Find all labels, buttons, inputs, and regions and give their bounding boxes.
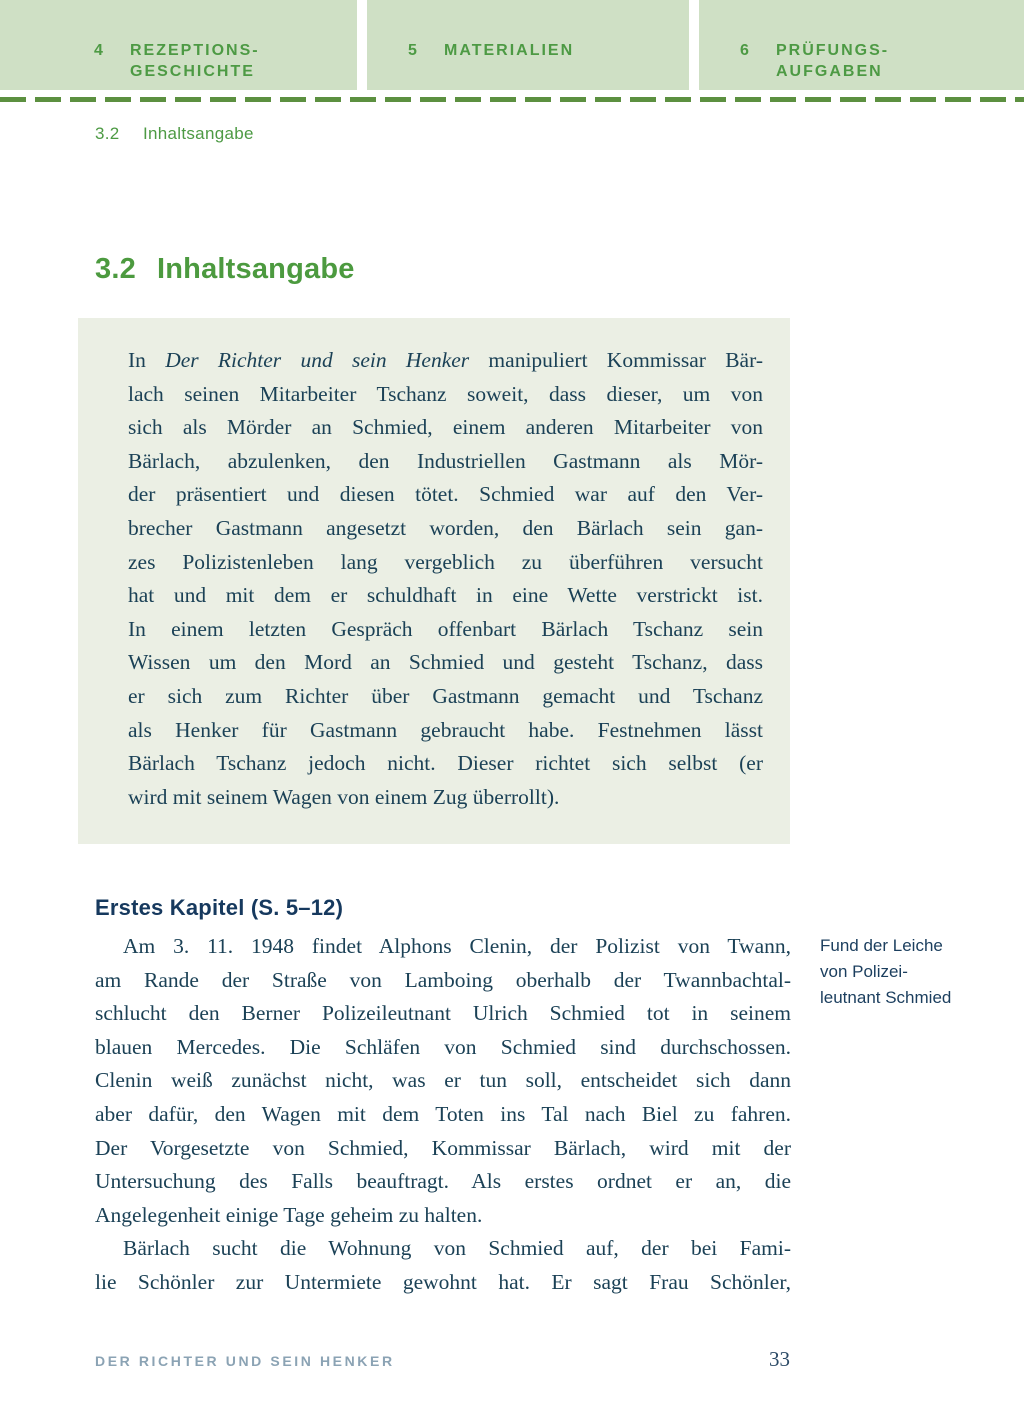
summary-line: Bärlach, abzulenken, den Industriellen Gastmann als Mör- [128, 448, 763, 473]
body-line: Angelegenheit einige Tage geheim zu halten. [95, 1202, 483, 1227]
dashed-divider [0, 97, 1024, 102]
tab-number: 6 [740, 42, 751, 59]
tab-label-line: MATERIALIEN [444, 42, 575, 59]
summary-line: lach seinen Mitarbeiter Tschanz soweit, dass dieser, um von [128, 381, 763, 406]
summary-line: er sich zum Richter über Gastmann gemacht und Tschanz [128, 683, 763, 708]
tab-label [130, 40, 260, 82]
margin-note-line: Fund der Leiche [820, 936, 943, 955]
summary-line: hat und mit dem er schuldhaft in eine Wette verstrickt ist. [128, 583, 763, 608]
summary-line: brecher Gastmann angesetzt worden, den Bärlach sein gan- [128, 515, 763, 540]
summary-line: als Henker für Gastmann gebraucht habe. Festnehmen lässt [128, 717, 763, 742]
body-line: Untersuchung des Falls beauftragt. Als erstes ordnet er an, die [95, 1169, 791, 1194]
tab-number: 4 [94, 42, 105, 59]
breadcrumb-label: Inhaltsangabe [143, 124, 254, 143]
body-line: am Rande der Straße von Lamboing oberhalb der Twannbachtal- [95, 967, 791, 992]
tab-rezeptionsgeschichte[interactable] [0, 0, 357, 90]
margin-note-line: von Polizei- [820, 962, 908, 981]
tab-number: 5 [408, 42, 419, 59]
summary-line: zes Polizistenleben lang vergeblich zu überführen versucht [128, 549, 763, 574]
summary-line: wird mit seinem Wagen von einem Zug überrollt). [128, 784, 560, 809]
body-line: blauen Mercedes. Die Schläfen von Schmied sind durchschossen. [95, 1034, 791, 1059]
summary-line [128, 344, 763, 378]
page-title [95, 253, 355, 286]
breadcrumb [95, 124, 254, 144]
margin-note-line: leutnant Schmied [820, 988, 952, 1007]
body-line: aber dafür, den Wagen mit dem Toten ins Tal nach Biel zu fahren. [95, 1101, 791, 1126]
body-line: Am 3. 11. 1948 findet Alphons Clenin, der Polizist von Twann, [123, 934, 791, 958]
page-title-label: Inhaltsangabe [157, 253, 355, 285]
summary-line-text: In [128, 348, 166, 372]
tab-label [776, 40, 889, 82]
margin-note [820, 933, 990, 1011]
tab-label-line: GESCHICHTE [130, 63, 255, 80]
summary-line: In einem letzten Gespräch offenbart Bärlach Tschanz sein [128, 616, 763, 641]
page-title-number: 3.2 [95, 253, 136, 285]
tab-pruefungsaufgaben[interactable] [699, 0, 1024, 90]
summary-box [78, 318, 790, 844]
body-text [95, 930, 791, 1300]
tab-label [444, 40, 574, 61]
summary-line: Wissen um den Mord an Schmied und gesteht Tschanz, dass [128, 650, 763, 675]
summary-line: sich als Mörder an Schmied, einem anderen Mitarbeiter von [128, 415, 763, 440]
tab-label-line: AUFGABEN [776, 63, 883, 80]
book-title-italic: Der Richter und sein Henker [165, 348, 470, 372]
running-footer-book-title: DER RICHTER UND SEIN HENKER [95, 1353, 395, 1369]
page-number: 33 [769, 1347, 790, 1371]
tab-label-line: REZEPTIONS- [130, 42, 260, 59]
section-heading: Erstes Kapitel (S. 5–12) [95, 895, 344, 920]
body-line: Der Vorgesetzte von Schmied, Kommissar Bärlach, wird mit der [95, 1135, 791, 1160]
tab-materialien[interactable] [367, 0, 689, 90]
summary-line-text: manipuliert Kommissar Bär- [469, 348, 763, 372]
summary-line: der präsentiert und diesen tötet. Schmied war auf den Ver- [128, 482, 763, 507]
body-line: Clenin weiß zunächst nicht, was er tun soll, entscheidet sich dann [95, 1068, 791, 1093]
body-line: schlucht den Berner Polizeileutnant Ulrich Schmied tot in seinem [95, 1001, 791, 1026]
summary-line: Bärlach Tschanz jedoch nicht. Dieser richtet sich selbst (er [128, 751, 763, 776]
tab-label-line: PRÜFUNGS- [776, 42, 890, 59]
body-line: Bärlach sucht die Wohnung von Schmied auf, der bei Fami- [123, 1236, 791, 1261]
body-line: lie Schönler zur Untermiete gewohnt hat. Er sagt Frau Schönler, [95, 1269, 791, 1294]
breadcrumb-number: 3.2 [95, 124, 120, 143]
